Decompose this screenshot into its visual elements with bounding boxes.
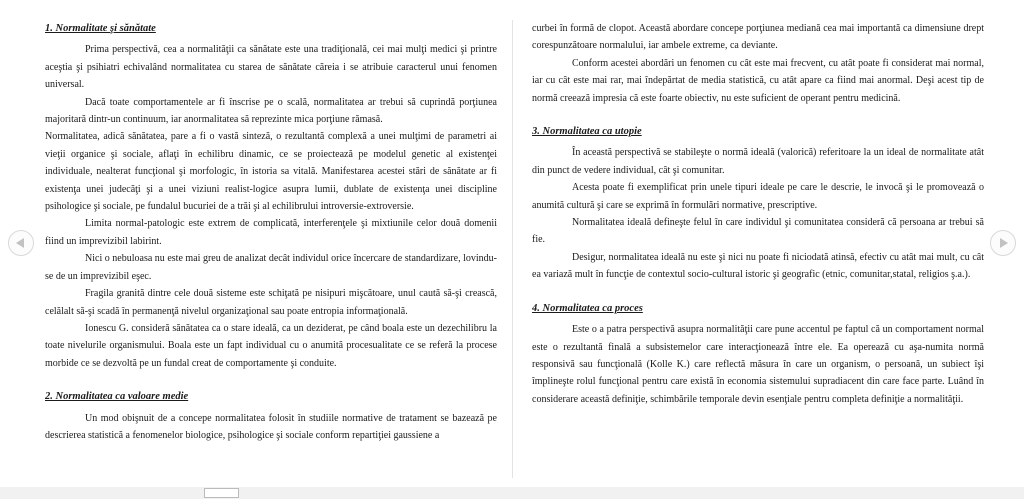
page-left xyxy=(45,20,497,482)
paragraph: Normalitatea, adică sănătatea, pare a fi o vastă sinteză, o rezultantă complexă a unei mulţimi de parametri ai vieţii organice şi sociale, aflaţi în echilibru dinamic, ce se proiectează pe modelul genetic al existenţei individuale, nealterat funcţional şi morfologic, în istoria sa vitală. Manifestarea acestei stări de sănătate ar fi existenţa unei judecăţi şi a unei viziuni realist-logice asupra lumii, dublate de existenţa unei discipline psihologice şi sociale, pe fundalul bucuriei de a trăi şi al echilibrului introversie-extroversie. xyxy=(45,131,497,213)
paragraph: În această perspectivă se stabileşte o normă ideală (valorică) referitoare la un ideal de normalitate atât din punct de vedere individual, cât şi comunitar. xyxy=(532,147,984,176)
next-page-button[interactable] xyxy=(990,230,1016,256)
section-heading: 3. Normalitatea ca utopie xyxy=(532,126,642,138)
section-heading: 4. Normalitatea ca proces xyxy=(532,302,643,314)
paragraph: Un mod obişnuit de a concepe normalitatea folosit în studiile normative de tratament se bazează pe descrierea statistică a fenomenelor biologice, psihologice şi sociale conform repartiţiei gaussiene a xyxy=(45,412,497,441)
horizontal-scrollbar[interactable] xyxy=(0,487,1024,499)
paragraph: Conform acestei abordări un fenomen cu cât este mai frecvent, cu atât poate fi considerat mai normal, iar cu cât este mai rar, mai îndepărtat de media statistică, cu atât apare ca fiind mai anormal. Deşi acest tip de normă creează impresia că este foarte obiectiv, nu este suficient de operant pentru medicină. xyxy=(532,57,984,104)
page-right xyxy=(532,20,984,482)
page-divider xyxy=(512,20,513,478)
paragraph: Normalitatea ideală defineşte felul în care individul şi comunitatea consideră că persoana ar trebui să fie. xyxy=(532,217,984,246)
paragraph: Prima perspectivă, cea a normalităţii ca sănătate este una tradiţională, cei mai mulţi medici şi printre aceştia şi psihiatri echivalând normalitatea cu starea de sănătate căreia i se atribuie caracterul unui fenomen universal. xyxy=(45,44,497,91)
paragraph: Limita normal-patologic este extrem de complicată, interferenţele şi mixtiunile celor două domenii fiind un imprevizibil labirint. xyxy=(45,218,497,247)
paragraph: Este o a patra perspectivă asupra normalităţii care pune accentul pe faptul că un comportament normal este o rezultantă finală a subsistemelor care interacţionează între ele. Ea operează cu aşa-numita normă responsivă sau funcţională (Kolle K.) care reflectă măsura în care un organism, o persoană, un subiect îşi împlineşte rolul funcţional pentru care există în economia sistemului supradiacent din care face parte. Luând în considerare această definiţie, schimbările temporale devin esenţiale pentru completa definiţie a normalităţii. xyxy=(532,324,984,405)
paragraph: Acesta poate fi exemplificat prin unele tipuri ideale pe care le descrie, le invocă şi le promovează o anumită cultură şi care se exprimă în formulări normative, prescriptive. xyxy=(532,182,984,211)
arrow-right-icon xyxy=(1000,238,1008,248)
paragraph: Fragila granită dintre cele două sisteme este schiţată pe nisipuri mişcătoare, unul caută să-şi crească, celălalt să-şi scadă în permanenţă nivelul organizaţional sau poate entropia informaţională. xyxy=(45,288,497,317)
paragraph: Dacă toate comportamentele ar fi înscrise pe o scală, normalitatea ar trebui să cuprindă porţiunea majoritară dintr-un continuum, iar anormalitatea să reprezinte mica porţiune rămasă. xyxy=(45,96,497,126)
paragraph: curbei în formă de clopot. Această abordare concepe porţiunea mediană cea mai importantă ca dimensiune drept corespunzătoare normalului, iar ambele extreme, ca deviante. xyxy=(532,23,984,52)
section-heading: 1. Normalitate şi sănătate xyxy=(45,23,156,34)
prev-page-button[interactable] xyxy=(8,230,34,256)
scrollbar-thumb[interactable] xyxy=(204,488,239,498)
arrow-left-icon xyxy=(16,238,24,248)
paragraph: Nici o nebuloasa nu este mai greu de analizat decât individul orice încercare de standardizare, lovindu-se de un imprevizibil eşec. xyxy=(45,253,497,282)
paragraph: Desigur, normalitatea ideală nu este şi nici nu poate fi niciodată atinsă, efectiv cu atât mai mult, cu cât ea variază mult în funcţie de contextul socio-cultural istoric şi geografic (etnic, comunitar,statal, religios ş.a.). xyxy=(532,251,984,281)
section-heading: 2. Normalitatea ca valoare medie xyxy=(45,391,189,403)
paragraph: Ionescu G. consideră sănătatea ca o stare ideală, ca un deziderat, pe când boala este un dezechilibru la toate nivelurile organismului. Boala este un fapt individual cu o anumită procesualitate ce se referă la procese morbide ce se dezvoltă pe un fundal creat de comportamente şi conduite. xyxy=(45,322,497,369)
